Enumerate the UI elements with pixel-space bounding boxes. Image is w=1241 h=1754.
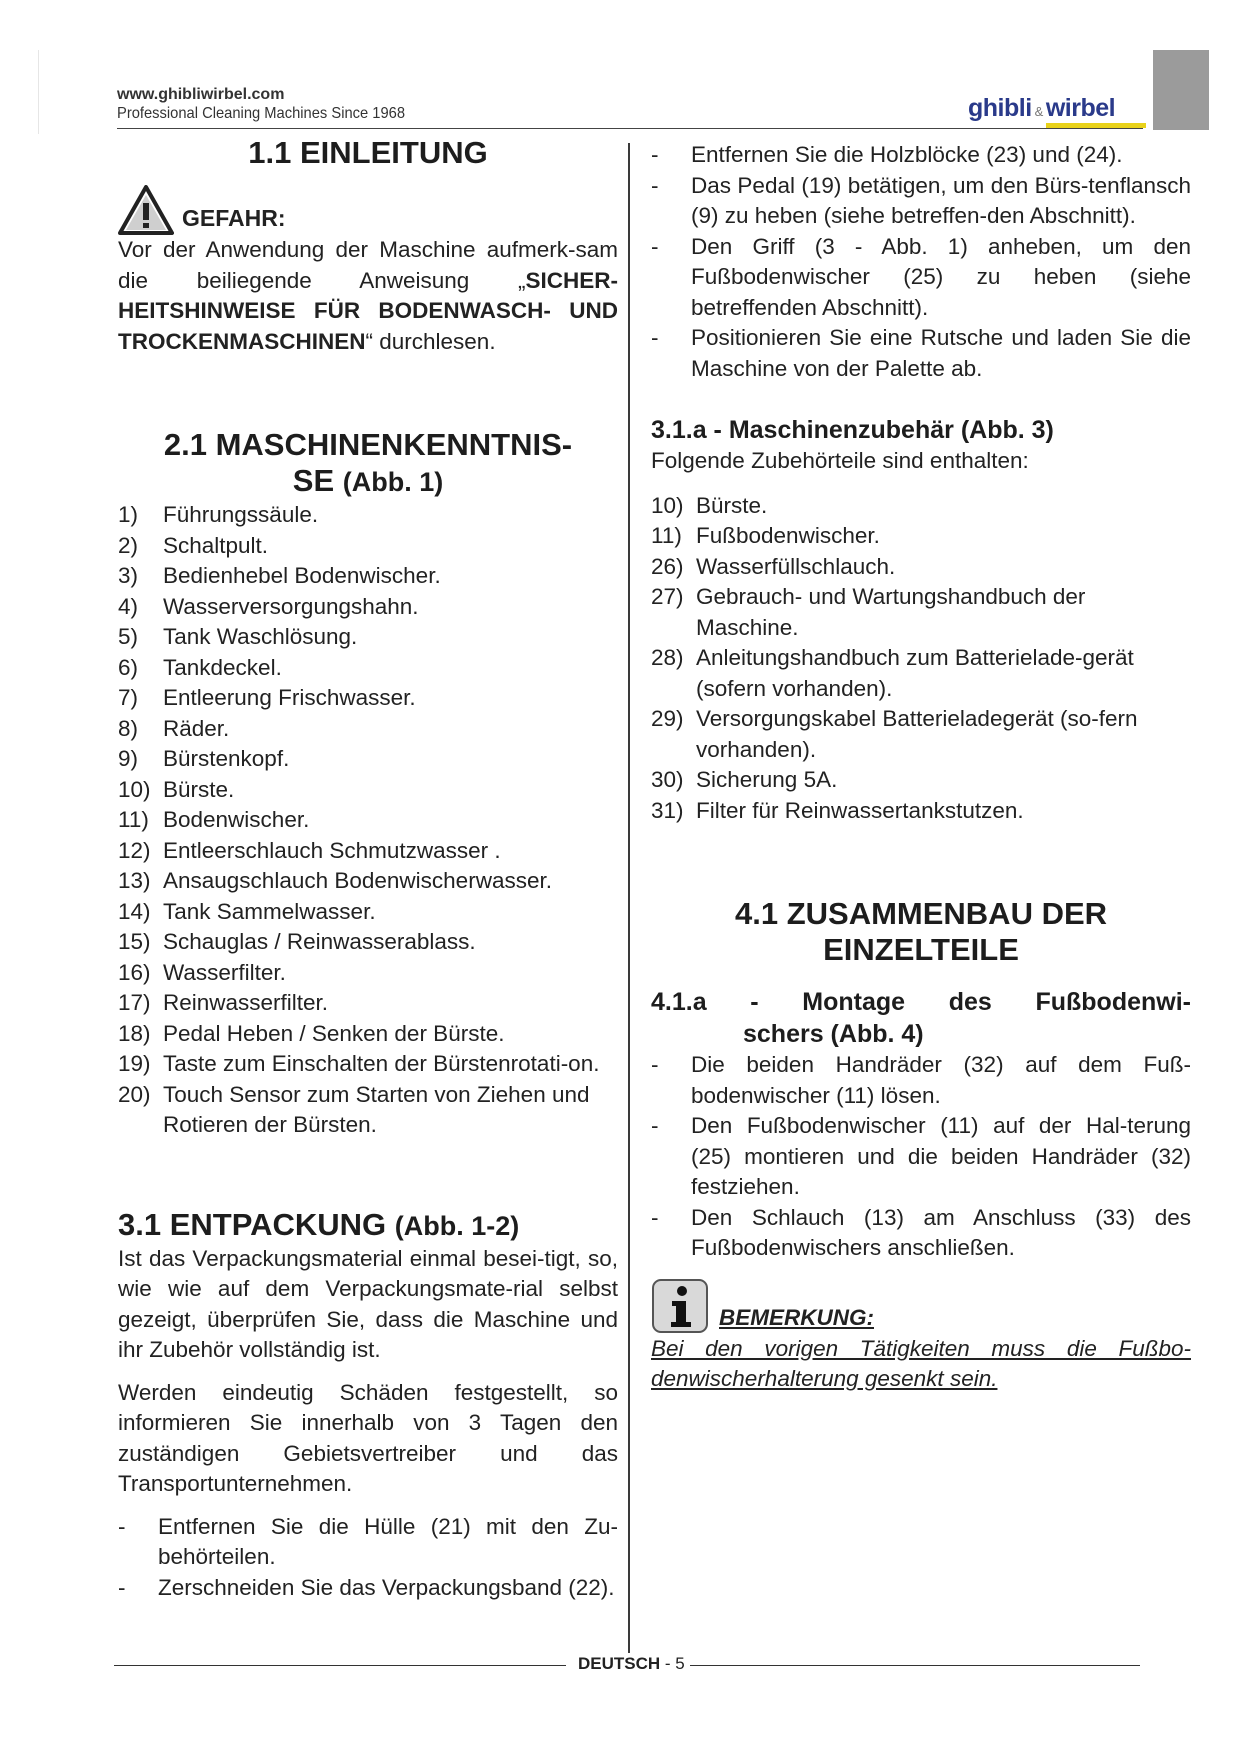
section-title-introduction: 1.1 EINLEITUNG xyxy=(248,135,488,170)
accessories-title: 3.1.a - Maschinenzubehär (Abb. 3) xyxy=(651,416,1054,444)
list-item xyxy=(118,1573,618,1604)
squeegee-mounting-steps xyxy=(651,1050,1191,1264)
item-text: Schaltpult. xyxy=(163,532,269,558)
list-item xyxy=(651,765,1191,796)
item-text: Positionieren Sie eine Rutsche und laden Sie die Maschine von der Palette ab. xyxy=(691,325,1191,381)
item-text: Touch Sensor zum Starten von Ziehen und Rotieren der Bürsten. xyxy=(163,1081,590,1137)
page-number: 5 xyxy=(675,1654,685,1673)
item-number: 7) xyxy=(118,685,139,710)
item-number: 27) xyxy=(651,584,684,609)
item-text: Zerschneiden Sie das Verpackungsband (22). xyxy=(158,1574,615,1600)
list-item xyxy=(651,171,1191,232)
item-bullet: - xyxy=(651,142,659,167)
item-number: 26) xyxy=(651,553,684,579)
item-text: Entleerschlauch Schmutzwasser . xyxy=(163,837,501,863)
item-text: Entleerung Frischwasser. xyxy=(163,685,416,710)
list-item xyxy=(118,897,618,928)
info-icon xyxy=(651,1278,709,1334)
section-title-unpacking xyxy=(118,1207,618,1244)
warning-triangle-icon xyxy=(118,185,174,235)
item-number: 19) xyxy=(118,1051,151,1076)
footer-page-label xyxy=(578,1654,685,1674)
item-bullet: - xyxy=(118,1513,126,1539)
title-line-2: SE xyxy=(292,463,343,498)
list-item xyxy=(651,491,1191,522)
item-number: 1) xyxy=(118,502,139,527)
item-number: 9) xyxy=(118,746,139,771)
list-item xyxy=(118,1019,618,1050)
header-tagline: Professional Cleaning Machines Since 1968 xyxy=(117,105,406,122)
item-text: Die beiden Handräder (32) auf dem Fuß-bodenwischer (11) lösen. xyxy=(691,1052,1191,1108)
item-text: Bürstenkopf. xyxy=(163,746,290,771)
item-text: Versorgungskabel Batterieladegerät (so-fern vorhanden). xyxy=(696,706,1138,762)
list-item xyxy=(118,531,618,562)
item-number: 11) xyxy=(651,523,682,548)
item-text: Entfernen Sie die Hülle (21) mit den Zu-behörteilen. xyxy=(158,1513,618,1569)
note-label: BEMERKUNG: xyxy=(719,1305,874,1330)
item-text: Den Fußbodenwischer (11) auf der Hal-terung (25) montieren und die beiden Handräder (32) festziehen. xyxy=(691,1113,1191,1199)
item-text: Wasserfilter. xyxy=(163,959,286,985)
list-item xyxy=(118,836,618,867)
title-line-2: EINZELTEILE xyxy=(823,932,1019,967)
item-number: 17) xyxy=(118,990,151,1015)
danger-heading xyxy=(118,185,618,235)
item-number: 28) xyxy=(651,645,684,670)
list-item xyxy=(118,561,618,592)
list-item xyxy=(118,775,618,806)
logo-right: wirbel xyxy=(1045,94,1116,122)
item-text: Pedal Heben / Senken der Bürste. xyxy=(163,1020,505,1046)
title-figure-ref: (Abb. 1) xyxy=(342,467,444,497)
item-number: 10) xyxy=(118,776,151,802)
column-divider xyxy=(628,143,630,1653)
list-item xyxy=(118,653,618,684)
margin-line xyxy=(38,50,39,134)
item-number: 18) xyxy=(118,1020,151,1046)
header-url: www.ghibliwirbel.com xyxy=(117,86,285,103)
accessories-list xyxy=(651,491,1191,827)
item-number: 13) xyxy=(118,868,151,893)
item-text: Filter für Reinwassertankstutzen. xyxy=(696,797,1024,823)
danger-text-end: “ durchlesen. xyxy=(365,328,496,354)
list-item xyxy=(651,643,1191,704)
list-item xyxy=(118,988,618,1019)
danger-text-start: Vor der Anwendung der Maschine aufmerk-sam die beiliegende Anweisung „ xyxy=(118,237,618,293)
list-item xyxy=(118,927,618,958)
danger-text xyxy=(118,235,618,357)
list-item xyxy=(651,582,1191,643)
item-text: Reinwasserfilter. xyxy=(163,990,329,1015)
item-number: 8) xyxy=(118,715,139,741)
footer-rule-left xyxy=(114,1665,566,1666)
squeegee-mounting-title-2: schers (Abb. 4) xyxy=(743,1020,924,1048)
list-item xyxy=(118,714,618,745)
item-number: 15) xyxy=(118,929,151,954)
list-item xyxy=(118,866,618,897)
footer-language: DEUTSCH xyxy=(578,1654,661,1673)
title-line-1: 4.1 ZUSAMMENBAU DER xyxy=(734,896,1108,931)
item-number: 5) xyxy=(118,624,139,649)
section-title-machine-knowledge xyxy=(118,427,618,500)
item-text: Bürste. xyxy=(163,776,235,802)
list-item xyxy=(651,704,1191,765)
unpacking-steps xyxy=(118,1512,618,1604)
right-column xyxy=(651,140,1191,1395)
item-text: Sicherung 5A. xyxy=(696,767,838,792)
brand-logo xyxy=(968,94,1115,123)
unpacking-paragraph-1: Ist das Verpackungsmaterial einmal besei-tigt, so, wie wie auf dem Verpackungsmate-rial selbst gezeigt, überprüfen Sie, dass die Maschine und ihr Zubehör vollständig ist. xyxy=(118,1245,618,1362)
item-number: 16) xyxy=(118,959,151,985)
logo-left: ghibli xyxy=(968,94,1032,122)
item-bullet: - xyxy=(118,1574,126,1600)
list-item xyxy=(118,805,618,836)
item-number: 12) xyxy=(118,837,151,863)
item-text: Bedienhebel Bodenwischer. xyxy=(163,563,441,588)
item-text: Bodenwischer. xyxy=(163,807,310,832)
list-item xyxy=(651,1111,1191,1203)
footer-rule-right xyxy=(690,1665,1140,1666)
unpacking-steps-continued xyxy=(651,140,1191,384)
item-bullet: - xyxy=(651,233,659,259)
item-number: 30) xyxy=(651,767,684,792)
item-bullet: - xyxy=(651,1204,659,1230)
item-text: Tank Sammelwasser. xyxy=(163,898,376,924)
title-main: 3.1 ENTPACKUNG xyxy=(118,1206,395,1242)
list-item xyxy=(118,500,618,531)
list-item xyxy=(118,1049,618,1080)
item-text: Fußbodenwischer. xyxy=(696,523,880,548)
list-item xyxy=(118,622,618,653)
squeegee-mounting-title-1: 4.1.a - Montage des Fußbodenwi- xyxy=(651,988,1191,1016)
list-item xyxy=(651,232,1191,324)
item-number: 4) xyxy=(118,593,139,619)
item-bullet: - xyxy=(651,325,659,350)
list-item xyxy=(118,683,618,714)
danger-label: GEFAHR: xyxy=(182,204,286,231)
item-text: Anleitungshandbuch zum Batterielade-gerät (sofern vorhanden). xyxy=(696,645,1134,701)
item-number: 14) xyxy=(118,898,151,924)
danger-text-bold: SICHER-HEITSHINWEISE FÜR BODENWASCH- UND TROCKENMASCHINEN xyxy=(118,267,618,354)
item-number: 20) xyxy=(118,1081,151,1107)
item-bullet: - xyxy=(651,1113,659,1138)
list-item xyxy=(651,521,1191,552)
item-text: Wasserversorgungshahn. xyxy=(163,593,419,619)
title-line-1: 2.1 MASCHINENKENNTNIS- xyxy=(163,427,573,462)
list-item xyxy=(651,1203,1191,1264)
item-text: Tank Waschlösung. xyxy=(163,624,358,649)
list-item xyxy=(651,796,1191,827)
item-number: 2) xyxy=(118,532,139,558)
item-number: 3) xyxy=(118,563,139,588)
item-text: Tankdeckel. xyxy=(163,654,282,680)
parts-list xyxy=(118,500,618,1141)
item-text: Wasserfüllschlauch. xyxy=(696,553,896,579)
item-text: Räder. xyxy=(163,715,230,741)
list-item xyxy=(651,1050,1191,1111)
item-text: Entfernen Sie die Holzblöcke (23) und (24). xyxy=(691,142,1123,167)
left-column xyxy=(118,135,618,1603)
title-figure-ref: (Abb. 1-2) xyxy=(394,1210,520,1241)
item-text: Führungssäule. xyxy=(163,502,319,527)
section-title-assembly xyxy=(651,896,1191,968)
list-item xyxy=(118,1512,618,1573)
item-text: Taste zum Einschalten der Bürstenrotati-on. xyxy=(163,1051,600,1076)
list-item xyxy=(118,592,618,623)
list-item xyxy=(118,744,618,775)
item-number: 31) xyxy=(651,797,684,823)
accessories-intro: Folgende Zubehörteile sind enthalten: xyxy=(651,448,1029,473)
unpacking-paragraph-2: Werden eindeutig Schäden festgestellt, so informieren Sie innerhalb von 3 Tagen den zuständigen Gebietsvertreiber und das Transportunternehmen. xyxy=(118,1379,618,1496)
item-number: 6) xyxy=(118,654,139,680)
list-item xyxy=(651,323,1191,384)
item-number: 29) xyxy=(651,706,684,731)
list-item xyxy=(651,140,1191,171)
logo-amp: & xyxy=(1034,104,1043,119)
item-text: Ansaugschlauch Bodenwischerwasser. xyxy=(163,868,552,893)
item-bullet: - xyxy=(651,1052,659,1077)
item-text: Das Pedal (19) betätigen, um den Bürs-tenflansch (9) zu heben (siehe betreffen-den Abschnitt). xyxy=(691,172,1191,228)
item-text: Schauglas / Reinwasserablass. xyxy=(163,929,476,954)
item-text: Den Griff (3 - Abb. 1) anheben, um den Fußbodenwischer (25) zu heben (siehe betreffenden Abschnitt). xyxy=(691,233,1191,320)
item-number: 10) xyxy=(651,492,684,518)
item-text: Gebrauch- und Wartungshandbuch der Maschine. xyxy=(696,584,1086,640)
note-heading xyxy=(651,1278,1191,1334)
item-text: Den Schlauch (13) am Anschluss (33) des Fußbodenwischers anschließen. xyxy=(691,1204,1191,1260)
item-text: Bürste. xyxy=(696,492,768,518)
list-item xyxy=(651,552,1191,583)
item-bullet: - xyxy=(651,172,659,198)
header-tab-box xyxy=(1153,50,1209,130)
item-number: 11) xyxy=(118,807,149,832)
footer-separator: - xyxy=(660,1654,676,1673)
list-item xyxy=(118,1080,618,1141)
list-item xyxy=(118,958,618,989)
header-rule xyxy=(117,128,1143,129)
note-text: Bei den vorigen Tätigkeiten muss die Fußbo-denwischerhalterung gesenkt sein. xyxy=(651,1335,1191,1391)
